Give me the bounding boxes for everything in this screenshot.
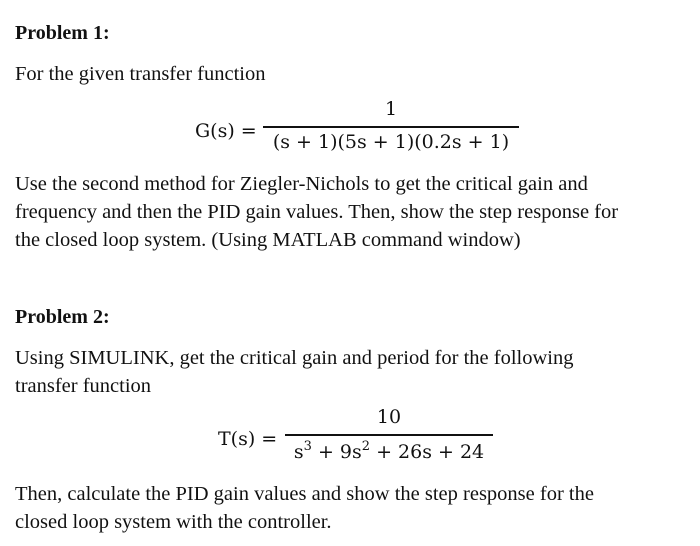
equation-fraction [263,98,519,158]
problem-1-body-line-1: Use the second method for Ziegler-Nichols to get the critical gain and [15,173,588,195]
problem-2-body-line-1: Then, calculate the PID gain values and show the step response for the [15,483,594,505]
equation-denominator [285,441,493,463]
den-exponent-2: 2 [361,439,371,454]
equation-lhs: T(s) = [218,428,278,450]
equation-numerator: 1 [384,98,398,120]
den-9s-term: + 9s [311,441,362,463]
equation-numerator: 10 [376,406,402,428]
equation-denominator: (s + 1)(5s + 1)(0.2s + 1) [272,131,510,153]
fraction-bar [285,434,493,436]
fraction-bar [263,126,519,128]
den-remaining-terms: + 26s + 24 [370,441,485,463]
equation-lhs: G(s) = [195,120,257,142]
problem-2-intro-line-1: Using SIMULINK, get the critical gain and period for the following [15,347,574,369]
problem-2-heading: Problem 2: [15,306,110,328]
problem-1-body-line-2: frequency and then the PID gain values. Then, show the step response for [15,201,619,223]
problem-2-body-line-2: closed loop system with the controller. [15,511,332,533]
problem-1-heading: Problem 1: [15,22,110,44]
den-s-term: s [293,441,304,463]
problem-1-body-line-3: the closed loop system. (Using MATLAB command window) [15,229,521,251]
equation-fraction [285,406,493,468]
problem-1-intro: For the given transfer function [15,63,266,85]
den-exponent-3: 3 [303,439,312,454]
problem-2-intro-line-2: transfer function [15,375,152,397]
